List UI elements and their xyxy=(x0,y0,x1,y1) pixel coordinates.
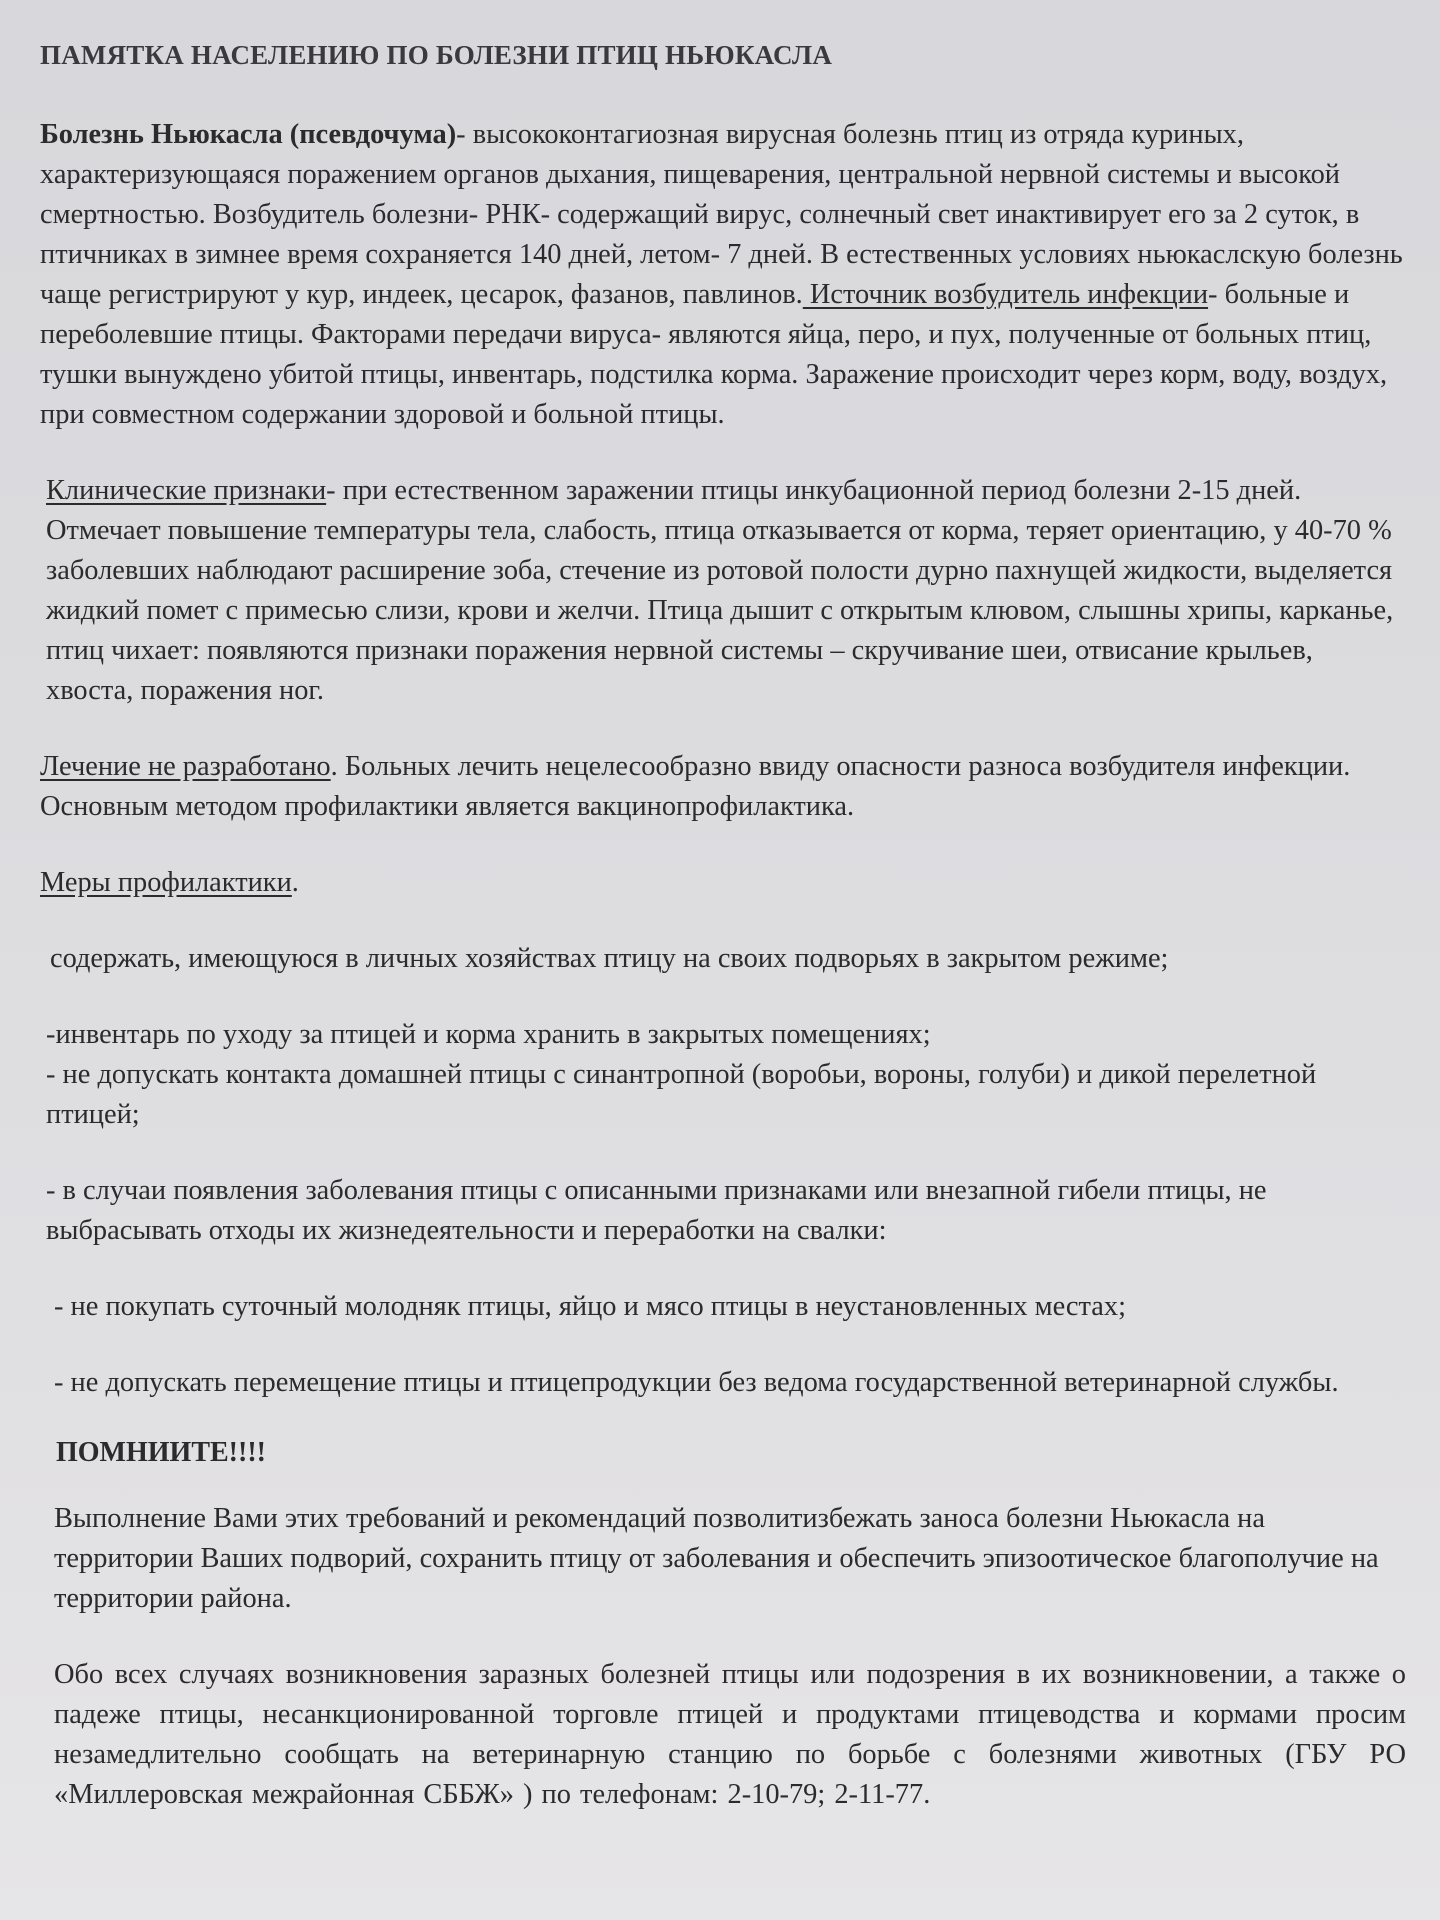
prevention-label: Меры профилактики xyxy=(40,867,292,898)
intro-paragraph xyxy=(40,115,1406,435)
prevention-item-4: - в случаи появления заболевания птицы с описанными признаками или внезапной гибели птицы, не выбрасывать отходы их жизнедеятельности и переработки на свалки: xyxy=(46,1175,1267,1246)
prevention-item-3: - не допускать контакта домашней птицы с синантропной (воробьи, вороны, голуби) и дикой перелетной птицей; xyxy=(46,1059,1317,1130)
clinical-signs-label: Клинические признаки xyxy=(46,475,327,506)
prevention-item-5: - не покупать суточный молодняк птицы, яйцо и мясо птицы в неустановленных местах; xyxy=(54,1291,1126,1322)
prevention-label-suffix: . xyxy=(291,867,299,898)
remember-heading: ПОМНИИТЕ!!!! xyxy=(56,1437,266,1468)
prevention-item-6: - не допускать перемещение птицы и птицепродукции без ведома государственной ветеринарной службы. xyxy=(54,1367,1339,1398)
prevention-item-2: -инвентарь по уходу за птицей и корма хранить в закрытых помещениях; xyxy=(46,1019,931,1050)
treatment-label: Лечение не разработано xyxy=(40,751,331,782)
closing-paragraph: Выполнение Вами этих требований и рекомендаций позволитизбежать заноса болезни Ньюкасла на территории Ваших подворий, сохранить птицу от заболевания и обеспечить эпизоотическое благополучие на территории района. xyxy=(54,1503,1379,1614)
treatment-paragraph xyxy=(40,747,1406,827)
prevention-heading xyxy=(40,863,1406,903)
clinical-signs-paragraph xyxy=(40,471,1406,711)
infection-source-label: Источник возбудитель инфекции xyxy=(802,279,1209,310)
treatment-text: . Больных лечить нецелесообразно ввиду опасности разноса возбудителя инфекции. Основным методом профилактики является вакцинопрофилактика. xyxy=(40,751,1351,822)
document-title: ПАМЯТКА НАСЕЛЕНИЮ ПО БОЛЕЗНИ ПТИЦ НЬЮКАСЛА xyxy=(40,40,833,70)
intro-text-part-2: - больные и переболевшие птицы. Факторами передачи вируса- являются яйца, перо, и пух, полученные от больных птиц, тушки вынуждено убитой птицы, инвентарь, подстилка корма. Заражение происходит через корм, воду, воздух, при совместном содержании здоровой и больной птицы. xyxy=(40,279,1388,430)
intro-text-part-1: - высококонтагиозная вирусная болезнь птиц из отряда куриных, характеризующаяся поражением органов дыхания, пищеварения, центральной нервной системы и высокой смертностью. Возбудитель болезни- РНК- содержащий вирус, солнечный свет инактивирует его за 2 суток, в птичниках в зимнее время сохраняется 140 дней, летом- 7 дней. В естественных условиях ньюкаслскую болезнь чаще регистрируют у кур, индеек, цесарок, фазанов, павлинов. xyxy=(40,119,1403,310)
clinical-signs-text: - при естественном заражении птицы инкубационной период болезни 2-15 дней. Отмечает повышение температуры тела, слабость, птица отказывается от корма, теряет ориентацию, у 40-70 % заболевших наблюдают расширение зоба, стечение из ротовой полости дурно пахнущей жидкости, выделяется жидкий помет с примесью слизи, крови и желчи. Птица дышит с открытым клювом, слышны хрипы, карканье, птиц чихает: появляются признаки поражения нервной системы – скручивание шеи, отвисание крыльев, хвоста, поражения ног. xyxy=(46,475,1394,706)
disease-name-term: Болезнь Ньюкасла (псевдочума) xyxy=(40,119,457,150)
contact-paragraph: Обо всех случаях возникновения заразных болезней птицы или подозрения в их возникновении, а также о падеже птицы, несанкционированной торговле птицей и продуктами птицеводства и кормами просим незамедлительно сообщать на ветеринарную станцию по борьбе с болезнями животных (ГБУ РО «Миллеровская межрайонная СББЖ» ) по телефонам: 2-10-79; 2-11-77. xyxy=(54,1659,1406,1810)
prevention-item-1: содержать, имеющуюся в личных хозяйствах птицу на своих подворьях в закрытом режиме; xyxy=(50,943,1169,974)
